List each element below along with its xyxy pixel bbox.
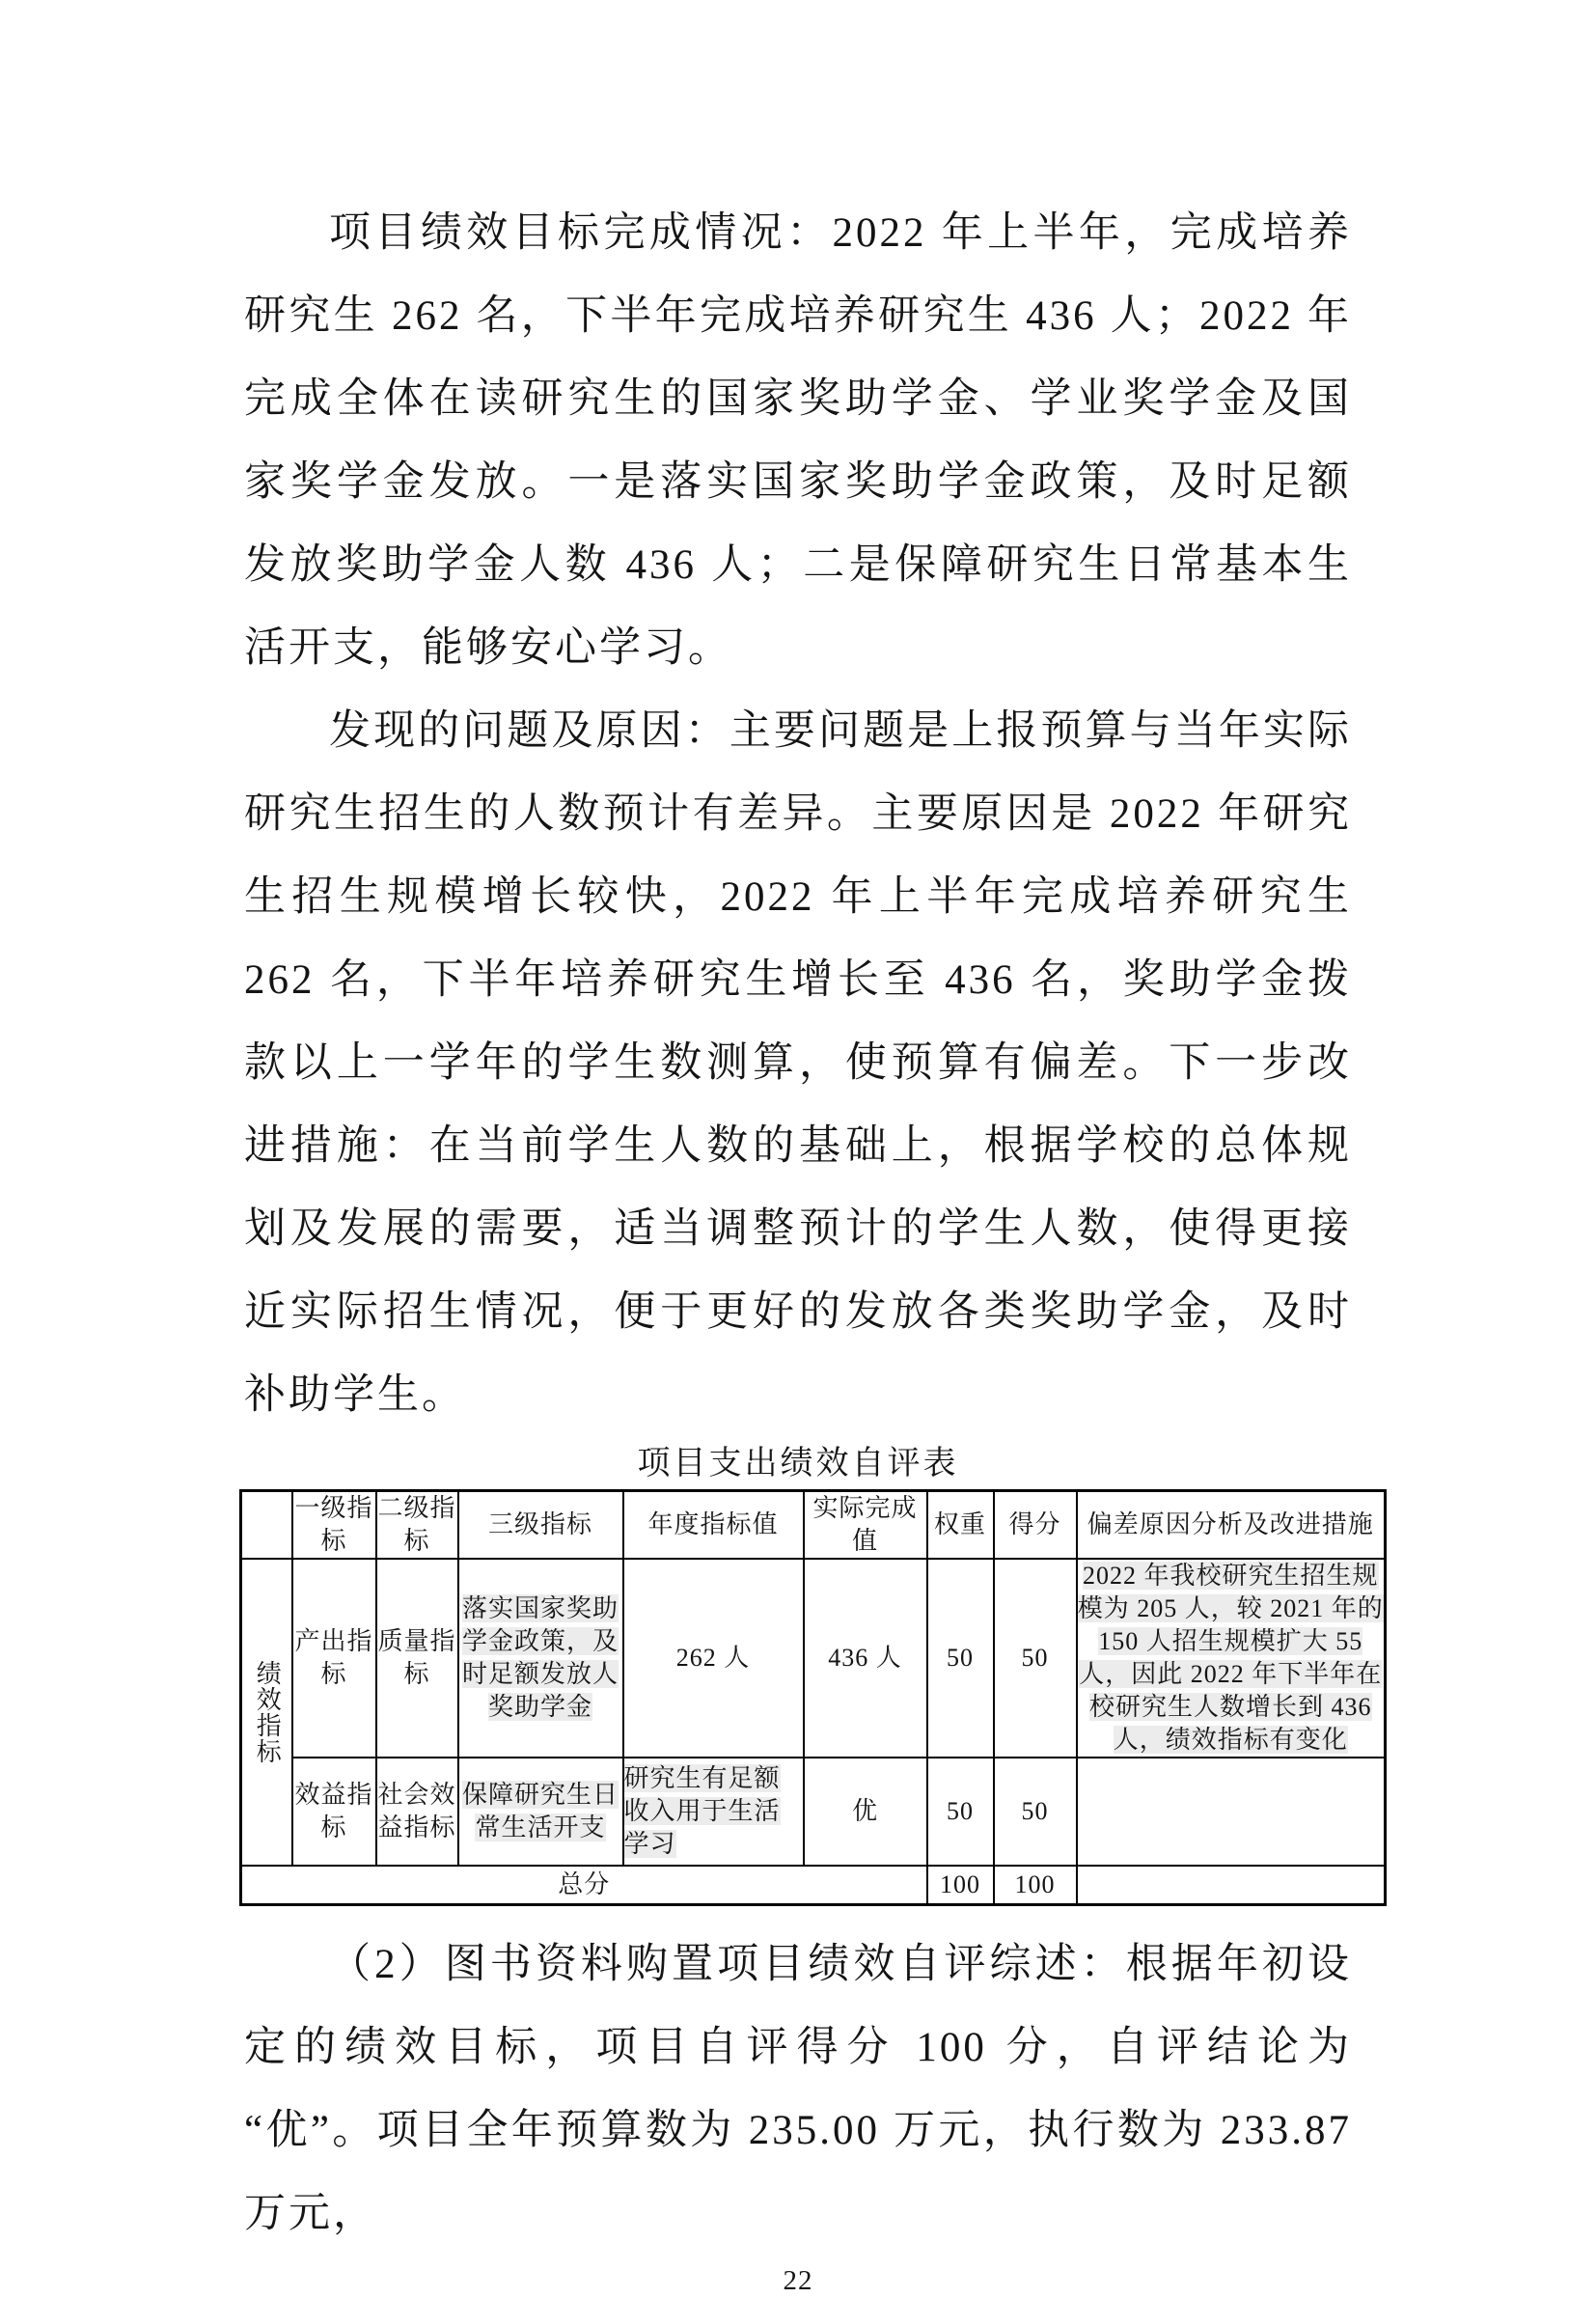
cell-annual-target-row2-text: 研究生有足额收入用于生活学习 [623,1764,781,1858]
paragraph-library-project-summary: （2）图书资料购置项目绩效自评综述：根据年初设定的绩效目标，项目自评得分 100 分，自评结论为“优”。项目全年预算数为 235.00 万元，执行数为 233.87 万元， [244,1941,1352,2236]
page-number: 22 [783,2264,813,2296]
self-evaluation-table [239,1489,1387,1906]
cell-actual-row1: 436 人 [804,1559,927,1758]
cell-level3-row1 [458,1559,623,1758]
cell-score-row2: 50 [994,1758,1077,1866]
cell-level3-row1-text: 落实国家奖助学金政策，及时足额发放人奖助学金 [461,1594,619,1721]
table-row-total [241,1866,1386,1904]
cell-score-row1: 50 [994,1559,1077,1758]
header-score: 得分 [994,1491,1077,1560]
cell-weight-row2: 50 [927,1758,994,1866]
header-annual-target: 年度指标值 [623,1491,804,1560]
cell-annual-target-row1: 262 人 [623,1559,804,1758]
header-actual-value: 实际完成值 [804,1491,927,1560]
cell-actual-row2: 优 [804,1758,927,1866]
cell-remark-row2 [1077,1758,1386,1866]
cell-annual-target-row2 [623,1758,804,1866]
cell-level1-row2: 效益指标 [292,1758,376,1866]
table-row-benefit-indicator [241,1758,1386,1866]
top-margin [244,0,1352,192]
document-content [244,0,1384,2298]
header-weight: 权重 [927,1491,994,1560]
cell-level3-row2 [458,1758,623,1866]
header-level1-indicator: 一级指标 [292,1491,376,1560]
header-level3-indicator: 三级指标 [458,1491,623,1560]
header-deviation-analysis: 偏差原因分析及改进措施 [1077,1491,1386,1560]
row-group-label-cell: 绩效指标 [241,1559,292,1866]
paragraph-problems-and-causes: 发现的问题及原因：主要问题是上报预算与当年实际研究生招生的人数预计有差异。主要原因是 2022 年研究生招生规模增长较快，2022 年上半年完成培养研究生 262 名，下半年培养研究生增长至 436 名，奖助学金拨款以上一学年的学生数测算，使预算有偏差。下一步改进措施：在当前学生人数的基础上，根据学校的总体规划及发展的需要，适当调整预计的学生人数，使得更接近实际招生情况，便于更好的发放各类奖助学金，及时补助学生。 [244,708,1352,1418]
cell-total-score: 100 [994,1866,1077,1904]
cell-total-remark [1077,1866,1386,1904]
header-corner-cell [241,1491,292,1560]
cell-total-weight: 100 [927,1866,994,1904]
table-title: 项目支出绩效自评表 [637,1446,959,1481]
cell-remark-row1-text: 2022 年我校研究生招生规模为 205 人，较 2021 年的 150 人招生规模扩大 55 人，因此 2022 年下半年在校研究生人数增长到 436 人，绩效指标有变化 [1077,1562,1384,1754]
cell-remark-row1 [1077,1559,1386,1758]
table-row-output-indicator [241,1559,1386,1758]
cell-weight-row1: 50 [927,1559,994,1758]
cell-level3-row2-text: 保障研究生日常生活开支 [461,1781,619,1841]
cell-level2-row1: 质量指标 [376,1559,458,1758]
cell-level1-row1: 产出指标 [292,1559,376,1758]
table-header-row [241,1491,1386,1560]
paragraph-performance-completion: 项目绩效目标完成情况：2022 年上半年，完成培养研究生 262 名，下半年完成培养研究生 436 人；2022 年完成全体在读研究生的国家奖助学金、学业奖学金及国家奖学金发放。一是落实国家奖助学金政策，及时足额发放奖助学金人数 436 人；二是保障研究生日常基本生活开支，能够安心学习。 [244,210,1352,671]
cell-level2-row2: 社会效益指标 [376,1758,458,1866]
cell-total-label: 总分 [241,1866,927,1904]
header-level2-indicator: 二级指标 [376,1491,458,1560]
